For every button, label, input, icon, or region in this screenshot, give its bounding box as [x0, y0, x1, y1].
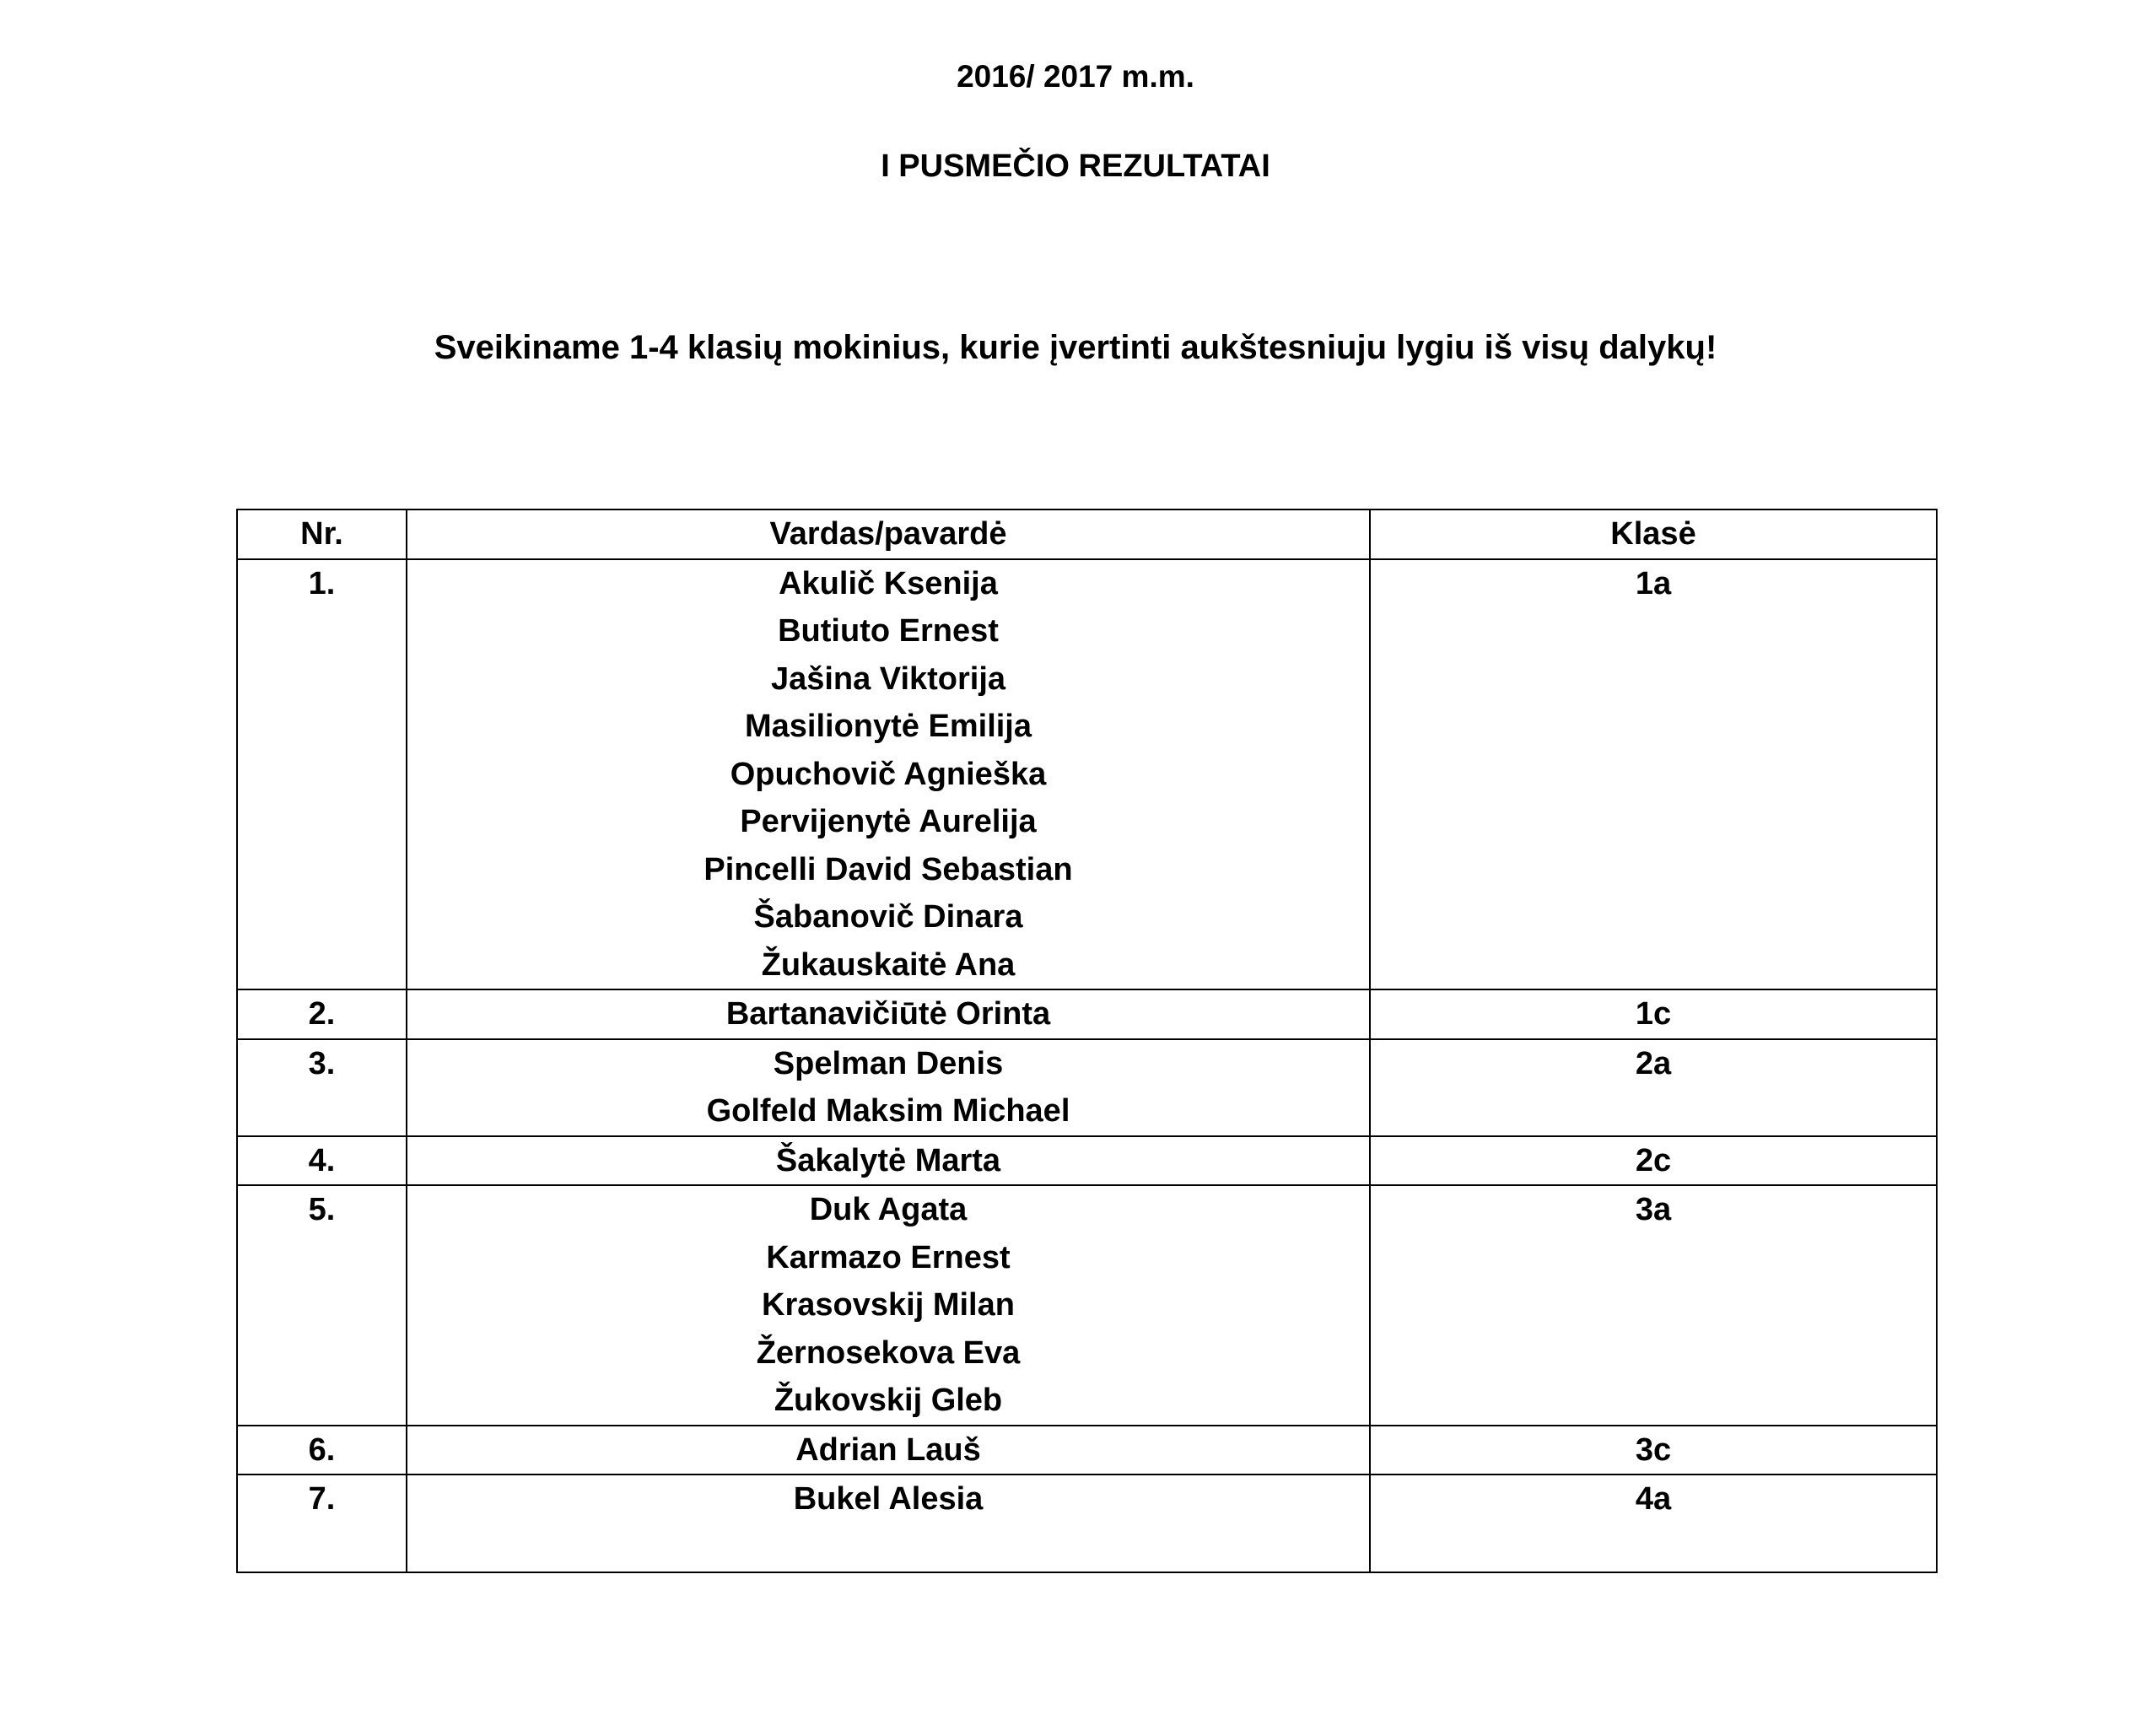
row-number: 7.: [237, 1475, 407, 1572]
table-row: [237, 1185, 1937, 1426]
class-label: 1c: [1370, 989, 1937, 1039]
student-name: Masilionytė Emilija: [745, 709, 1032, 744]
row-number: 1.: [237, 559, 407, 990]
student-name: Spelman Denis: [773, 1045, 1004, 1081]
student-names: [407, 1426, 1370, 1475]
student-name: Krasovskij Milan: [762, 1287, 1015, 1323]
column-header-nr: Nr.: [237, 509, 407, 559]
student-name: Bukel Alesia: [793, 1481, 984, 1517]
class-label: 2a: [1370, 1039, 1937, 1136]
student-name: Butiuto Ernest: [778, 613, 999, 649]
column-header-name: Vardas/pavardė: [407, 509, 1370, 559]
student-names: [407, 989, 1370, 1039]
student-name: Adrian Lauš: [795, 1431, 981, 1468]
results-table: [236, 509, 1938, 1573]
student-name: Golfeld Maksim Michael: [706, 1093, 1070, 1129]
row-number: 3.: [237, 1039, 407, 1136]
row-number: 5.: [237, 1185, 407, 1426]
student-names: [407, 1475, 1370, 1572]
student-name: Duk Agata: [809, 1192, 968, 1227]
row-number: 2.: [237, 989, 407, 1039]
student-names: [407, 559, 1370, 990]
student-names: [407, 1136, 1370, 1186]
class-label: 3c: [1370, 1426, 1937, 1475]
page-title: I PUSMEČIO REZULTATAI: [881, 148, 1270, 184]
table-row: [237, 1426, 1937, 1475]
class-label: 2c: [1370, 1136, 1937, 1186]
student-names: [407, 1039, 1370, 1136]
student-names: [407, 1185, 1370, 1426]
student-name: Šakalytė Marta: [775, 1142, 1001, 1178]
student-name: Žukovskij Gleb: [774, 1383, 1003, 1418]
table-row: [237, 559, 1937, 990]
student-name: Šabanovič Dinara: [753, 899, 1023, 935]
class-label: 4a: [1370, 1475, 1937, 1572]
table-header-row: [237, 509, 1937, 559]
table-row: [237, 1039, 1937, 1136]
student-name: Karmazo Ernest: [766, 1239, 1011, 1275]
class-label: 1a: [1370, 559, 1937, 990]
table-row: [237, 1136, 1937, 1186]
student-name: Opuchovič Agnieška: [730, 756, 1047, 792]
table-row: [237, 1475, 1937, 1572]
school-year: 2016/ 2017 m.m.: [957, 59, 1194, 94]
column-header-class: Klasė: [1370, 509, 1937, 559]
class-label: 3a: [1370, 1185, 1937, 1426]
table-row: [237, 989, 1937, 1039]
student-name: Jašina Viktorija: [770, 660, 1006, 697]
row-number: 4.: [237, 1136, 407, 1186]
congratulations-text: Sveikiname 1-4 klasių mokinius, kurie įvertinti aukštesniuju lygiu iš visų dalykų!: [434, 329, 1717, 366]
student-name: Bartanavičiūtė Orinta: [725, 996, 1051, 1032]
student-name: Pincelli David Sebastian: [704, 851, 1073, 887]
student-name: Akulič Ksenija: [779, 565, 998, 601]
row-number: 6.: [237, 1426, 407, 1475]
student-name: Žernosekova Eva: [756, 1334, 1021, 1371]
student-name: Žukauskaitė Ana: [761, 946, 1016, 983]
student-name: Pervijenytė Aurelija: [740, 804, 1037, 839]
